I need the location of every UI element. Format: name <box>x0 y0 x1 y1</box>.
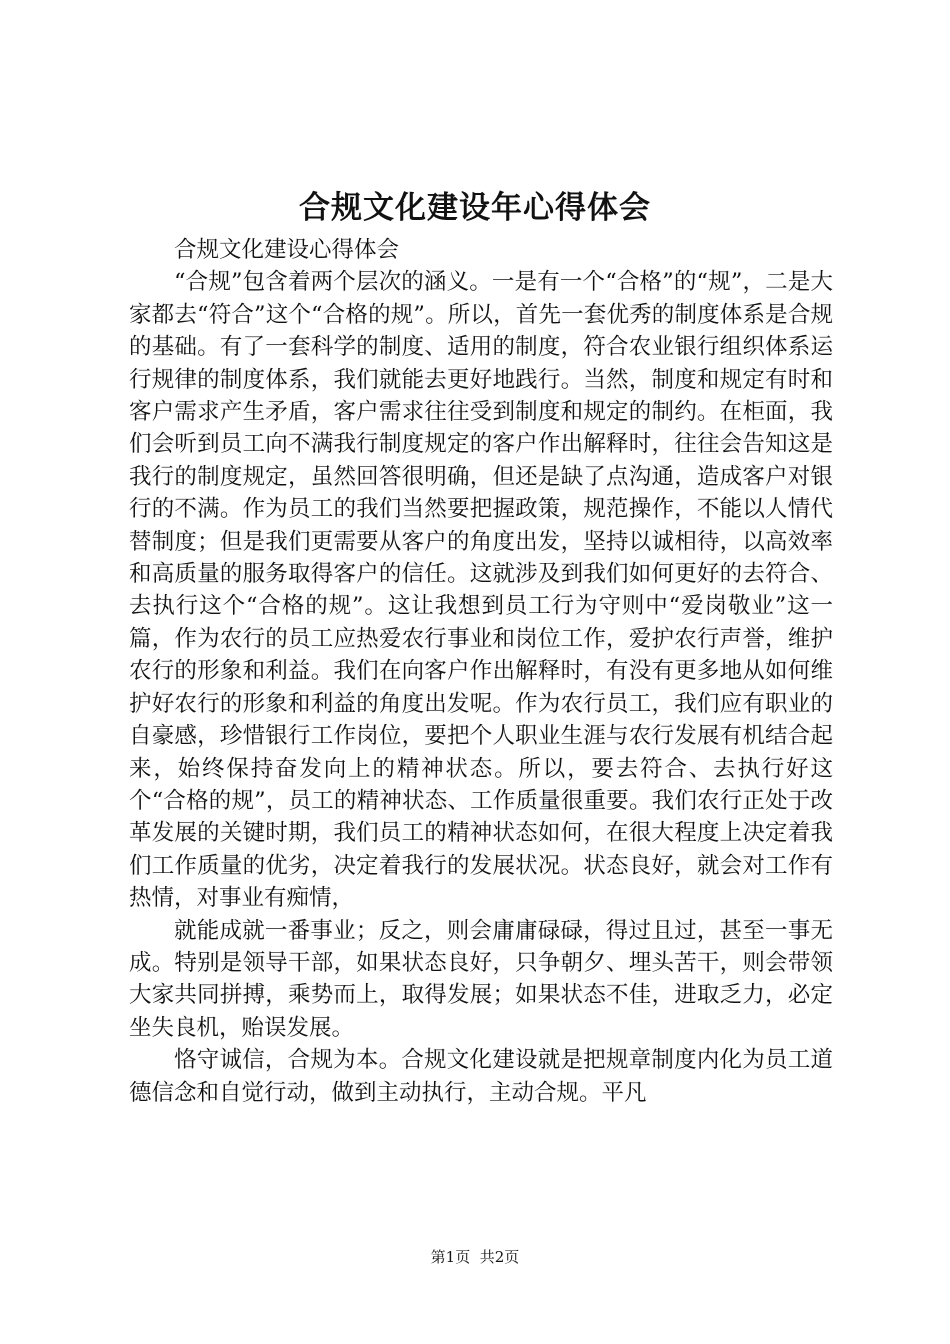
paragraph-subtitle: 合规文化建设心得体会 <box>174 237 400 263</box>
paragraph: 就能成就一番事业；反之，则会庸庸碌碌，得过且过，甚至一事无成。特别是领导干部，如果状态良好，只争朝夕、埋头苦干，则会带领大家共同拼搏，乘势而上，取得发展；如果状态不佳，进取乏力，必定坐失良机，贻误发展。 <box>129 917 833 1041</box>
page-number: 第1页 <box>430 1248 471 1266</box>
page-footer <box>0 1246 950 1268</box>
page-total: 共2页 <box>479 1248 520 1266</box>
paragraph: “合规”包含着两个层次的涵义。一是有一个“合格”的“规”，二是大家都去“符合”这个“合格的规”。所以，首先一套优秀的制度体系是合规的基础。有了一套科学的制度、适用的制度，符合农业银行组织体系运行规律的制度体系，我们就能去更好地践行。当然，制度和规定有时和客户需求产生矛盾，客户需求往往受到制度和规定的制约。在柜面，我们会听到员工向不满我行制度规定的客户作出解释时，往往会告知这是我行的制度规定，虽然回答很明确，但还是缺了点沟通，造成客户对银行的不满。作为员工的我们当然要把握政策，规范操作，不能以人情代替制度；但是我们更需要从客户的角度出发，坚持以诚相待，以高效率和高质量的服务取得客户的信任。这就涉及到我们如何更好的去符合、去执行这个“合格的规”。这让我想到员工行为守则中“爱岗敬业”这一篇，作为农行的员工应热爱农行事业和岗位工作，爱护农行声誉，维护农行的形象和利益。我们在向客户作出解释时，有没有更多地从如何维护好农行的形象和利益的角度出发呢。作为农行员工，我们应有职业的自豪感，珍惜银行工作岗位，要把个人职业生涯与农行发展有机结合起来，始终保持奋发向上的精神状态。所以，要去符合、去执行好这个“合格的规”，员工的精神状态、工作质量很重要。我们农行正处于改革发展的关键时期，我们员工的精神状态如何，在很大程度上决定着我们工作质量的优劣，决定着我行的发展状况。状态良好，就会对工作有热情，对事业有痴情， <box>129 269 833 912</box>
document-body <box>129 234 833 1109</box>
paragraph: 恪守诚信，合规为本。合规文化建设就是把规章制度内化为员工道德信念和自觉行动，做到主动执行，主动合规。平凡 <box>129 1047 833 1106</box>
document-title: 合规文化建设年心得体会 <box>299 190 651 226</box>
